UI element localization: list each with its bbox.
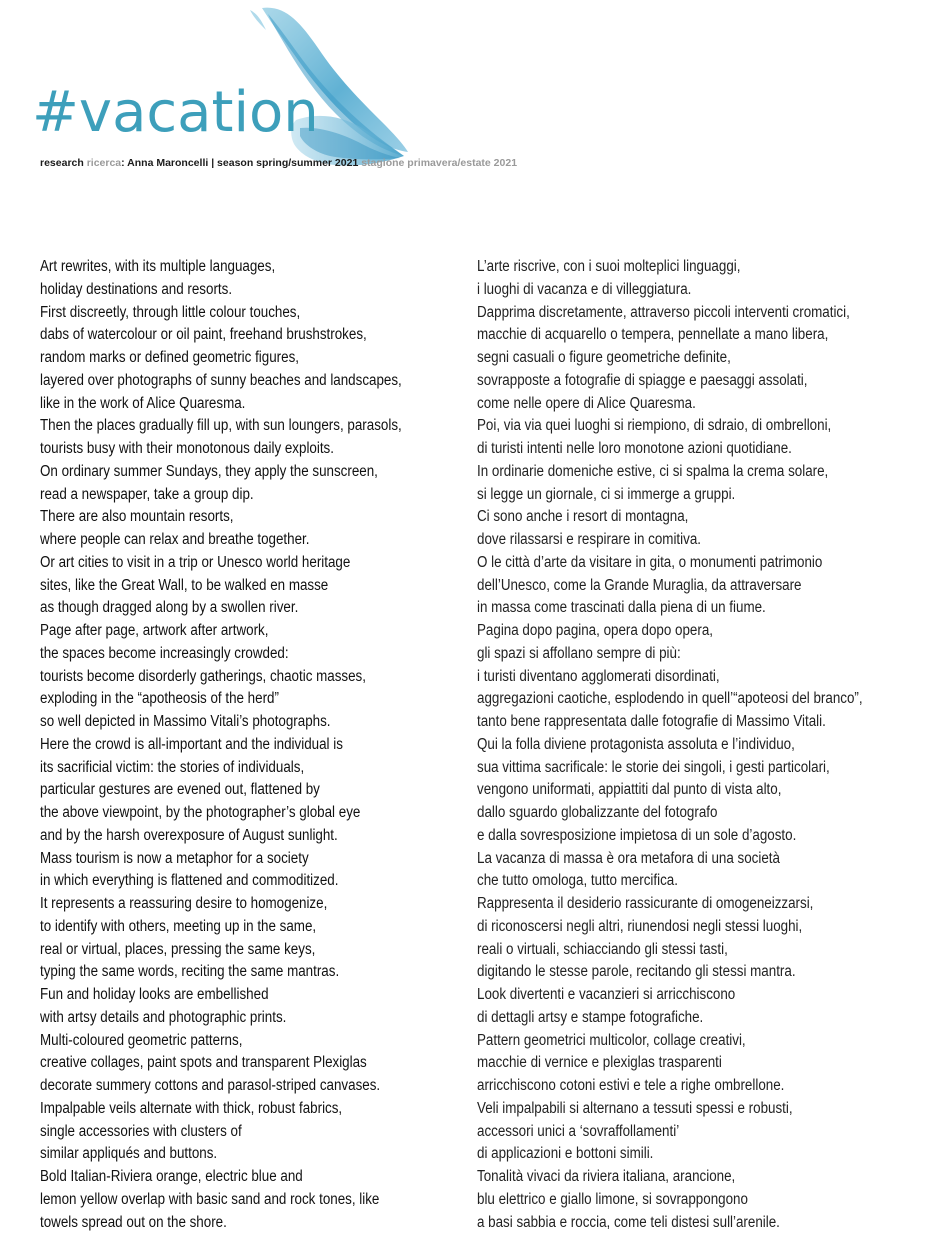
italian-text-line: arricchiscono cotoni estivi e tele a righe ombrellone. <box>477 1077 785 1094</box>
italian-text-line: blu elettrico e giallo limone, si sovrappongono <box>477 1190 748 1208</box>
italian-text-line: In ordinarie domeniche estive, ci si spalma la crema solare, <box>477 462 829 480</box>
italian-text-line: di dettagli artsy e stampe fotografiche. <box>477 1008 704 1026</box>
italian-text-line: digitando le stesse parole, recitando gli stessi mantra. <box>477 963 796 981</box>
english-text-line: sites, like the Great Wall, to be walked en masse <box>40 576 329 594</box>
english-text-line: Art rewrites, with its multiple languages, <box>40 258 276 275</box>
english-text-line: as though dragged along by a swollen river. <box>40 599 299 617</box>
english-text-line: Page after page, artwork after artwork, <box>40 622 269 639</box>
italian-text-line: di applicazioni e bottoni simili. <box>477 1145 654 1163</box>
italian-text-line: si legge un giornale, ci si immerge a gruppi. <box>477 485 736 503</box>
italian-text-line: i luoghi di vacanza e di villeggiatura. <box>477 280 692 298</box>
italian-text-line: Poi, via via quei luoghi si riempiono, di sdraio, di ombrelloni, <box>477 417 832 435</box>
english-text-line: Then the places gradually fill up, with sun loungers, parasols, <box>40 417 402 435</box>
english-text-line: decorate summery cottons and parasol-striped canvases. <box>40 1077 381 1094</box>
italian-text-line: di riconoscersi negli altri, riunendosi negli stessi luoghi, <box>477 917 803 935</box>
english-text-line: tourists busy with their monotonous daily exploits. <box>40 440 334 457</box>
english-text-line: dabs of watercolour or oil paint, freehand brushstrokes, <box>40 326 367 344</box>
page-title: #vacation <box>32 80 319 145</box>
italian-text-line: Rappresenta il desiderio rassicurante di omogeneizzarsi, <box>477 895 814 912</box>
italian-text-line: Qui la folla diviene protagonista assoluta e l’individuo, <box>477 735 795 753</box>
english-text-line: Or art cities to visit in a trip or Unesco world heritage <box>40 553 351 571</box>
english-text-line: with artsy details and photographic prints. <box>40 1008 287 1026</box>
english-text-line: and by the harsh overexposure of August sunlight. <box>40 826 338 844</box>
italian-text-line: sua vittima sacrificale: le storie dei singoli, i gesti particolari, <box>477 758 830 776</box>
english-text-line: random marks or defined geometric figures, <box>40 349 299 366</box>
english-text-line: single accessories with clusters of <box>40 1122 242 1140</box>
italian-text-line: dallo sguardo globalizzante del fotografo <box>477 804 718 821</box>
english-text-line: towels spread out on the shore. <box>40 1213 227 1231</box>
italian-text-line: Veli impalpabili si alternano a tessuti spessi e robusti, <box>477 1099 793 1117</box>
italian-text-line: macchie di acquarello o tempera, pennellate a mano libera, <box>477 326 829 344</box>
italian-text-line: in massa come trascinati dalla piena di un fiume. <box>477 599 766 617</box>
italian-text-line: a basi sabbia e roccia, come teli distesi sull’arenile. <box>477 1213 780 1231</box>
italian-text-line: gli spazi si affollano sempre di più: <box>477 644 681 662</box>
english-text-line: like in the work of Alice Quaresma. <box>40 394 246 412</box>
italian-text-line: come nelle opere di Alice Quaresma. <box>477 394 696 412</box>
italian-text-line: i turisti diventano agglomerati disordinati, <box>477 667 720 685</box>
italian-text-line: La vacanza di massa è ora metafora di una società <box>477 849 780 867</box>
italian-text-line: Pagina dopo pagina, opera dopo opera, <box>477 622 714 639</box>
italian-text-line: reali o virtuali, schiacciando gli stessi tasti, <box>477 940 728 958</box>
credits-stagione-label: stagione primavera/estate 2021 <box>361 157 518 169</box>
english-text-line: Multi-coloured geometric patterns, <box>40 1031 243 1049</box>
italian-text-line: macchie di vernice e plexiglas trasparenti <box>477 1054 722 1072</box>
italian-text-line: dove rilassarsi e respirare in comitiva. <box>477 531 701 548</box>
english-text-line: First discreetly, through little colour touches, <box>40 303 301 321</box>
italian-text-line: sovrapposte a fotografie di spiagge e paesaggi assolati, <box>477 371 808 389</box>
italian-text-line: Ci sono anche i resort di montagna, <box>477 508 689 526</box>
italian-text-line: L’arte riscrive, con i suoi molteplici linguaggi, <box>477 258 741 275</box>
italian-text-line: che tutto omologa, tutto mercifica. <box>477 872 678 890</box>
english-text-line: read a newspaper, take a group dip. <box>40 485 254 503</box>
italian-text-line: Pattern geometrici multicolor, collage creativi, <box>477 1031 746 1049</box>
italian-text-line: O le città d’arte da visitare in gita, o monumenti patrimonio <box>477 553 823 571</box>
italian-text-line: vengono uniformati, appiattiti dal punto di vista alto, <box>477 781 782 799</box>
english-text-line: in which everything is flattened and commoditized. <box>40 872 339 890</box>
english-text-line: creative collages, paint spots and transparent Plexiglas <box>40 1054 367 1072</box>
italian-text-line: aggregazioni caotiche, esplodendo in quell’“apoteosi del branco”, <box>477 690 863 708</box>
italian-text-line: segni casuali o figure geometriche definite, <box>477 349 731 366</box>
english-text-line: Mass tourism is now a metaphor for a society <box>40 849 309 867</box>
english-text-line: On ordinary summer Sundays, they apply the sunscreen, <box>40 462 378 480</box>
english-text-column <box>40 256 402 1234</box>
english-text-line: to identify with others, meeting up in the same, <box>40 917 317 935</box>
italian-text-column <box>477 256 863 1234</box>
italian-text-line: Look divertenti e vacanzieri si arricchiscono <box>477 986 736 1003</box>
english-text-line: holiday destinations and resorts. <box>40 280 233 298</box>
english-text-line: Impalpable veils alternate with thick, robust fabrics, <box>40 1099 343 1117</box>
english-text-line: Bold Italian-Riviera orange, electric blue and <box>40 1168 303 1185</box>
english-text-line: exploding in the “apotheosis of the herd” <box>40 690 279 708</box>
english-text-line: layered over photographs of sunny beaches and landscapes, <box>40 371 402 389</box>
credits-ricerca-label: ricerca <box>86 157 122 169</box>
credits-research-label: research <box>40 157 87 169</box>
credits-line <box>40 156 517 170</box>
english-text-line: Here the crowd is all-important and the individual is <box>40 735 343 753</box>
credits-author-season: : Anna Maroncelli | season spring/summer 2021 <box>121 157 362 169</box>
italian-text-line: dell’Unesco, come la Grande Muraglia, da attraversare <box>477 576 802 594</box>
italian-text-line: tanto bene rappresentata dalle fotografie di Massimo Vitali. <box>477 713 826 730</box>
italian-text-line: Dapprima discretamente, attraverso piccoli interventi cromatici, <box>477 303 850 321</box>
english-text-line: real or virtual, places, pressing the same keys, <box>40 940 316 958</box>
english-text-line: its sacrificial victim: the stories of individuals, <box>40 758 305 776</box>
italian-text-line: e dalla sovresposizione impietosa di un sole d’agosto. <box>477 826 797 844</box>
english-text-line: the above viewpoint, by the photographer’s global eye <box>40 804 361 821</box>
english-text-line: lemon yellow overlap with basic sand and rock tones, like <box>40 1190 380 1208</box>
english-text-line: There are also mountain resorts, <box>40 508 234 526</box>
english-text-line: typing the same words, reciting the same mantras. <box>40 963 340 981</box>
english-text-line: similar appliqués and buttons. <box>40 1145 218 1163</box>
english-text-line: particular gestures are evened out, flattened by <box>40 781 320 799</box>
english-text-line: It represents a reassuring desire to homogenize, <box>40 895 328 912</box>
english-text-line: where people can relax and breathe together. <box>40 531 310 548</box>
english-text-line: tourists become disorderly gatherings, chaotic masses, <box>40 667 366 685</box>
italian-text-line: di turisti intenti nelle loro monotone azioni quotidiane. <box>477 440 792 457</box>
italian-text-line: Tonalità vivaci da riviera italiana, arancione, <box>477 1168 736 1185</box>
italian-text-line: accessori unici a ‘sovraffollamenti’ <box>477 1122 680 1140</box>
english-text-line: the spaces become increasingly crowded: <box>40 644 289 662</box>
english-text-line: so well depicted in Massimo Vitali’s photographs. <box>40 713 331 730</box>
english-text-line: Fun and holiday looks are embellished <box>40 986 269 1003</box>
